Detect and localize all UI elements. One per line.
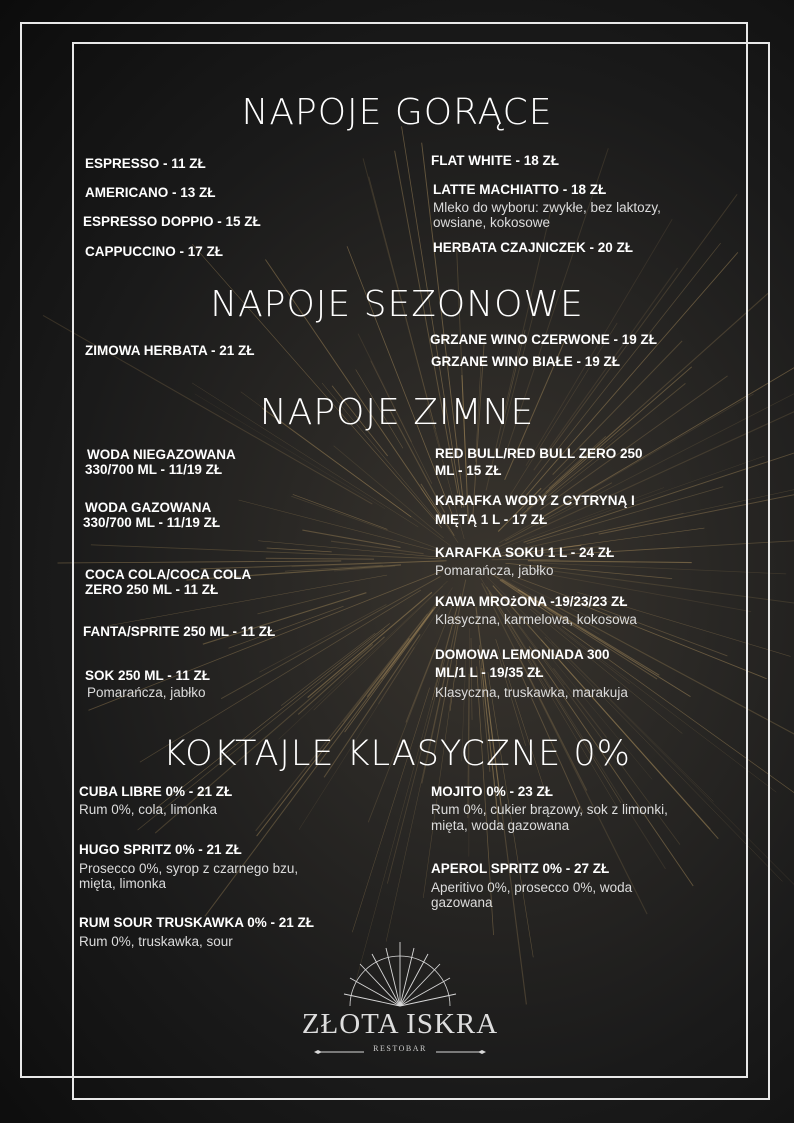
item-description-mojito: mięta, woda gazowana	[431, 818, 570, 833]
menu-item-espresso: ESPRESSO - 11 ZŁ	[85, 156, 206, 171]
menu-item-americano: AMERICANO - 13 ZŁ	[85, 185, 216, 200]
menu-item-red-bull: ML - 15 ZŁ	[435, 463, 502, 478]
item-description-latte: owsiane, kokosowe	[433, 215, 551, 230]
menu-item-juice-carafe: KARAFKA SOKU 1 L - 24 ZŁ	[435, 545, 615, 560]
item-description-rum-sour: Rum 0%, truskawka, sour	[79, 934, 233, 949]
menu-item-latte-machiatto: LATTE MACHIATTO - 18 ZŁ	[433, 182, 607, 197]
item-description-aperol-spritz: gazowana	[431, 895, 493, 910]
brand-subtitle: RESTOBAR	[373, 1044, 427, 1053]
section-title-seasonal-drinks: NAPOJE SEZONOWE	[210, 284, 584, 325]
menu-item-cuba-libre: CUBA LIBRE 0% - 21 ZŁ	[79, 784, 233, 799]
menu-item-still-water: 330/700 ML - 11/19 ZŁ	[85, 462, 223, 477]
menu-item-aperol-spritz: APEROL SPRITZ 0% - 27 ZŁ	[431, 861, 610, 876]
menu-item-coca-cola: ZERO 250 ML - 11 ZŁ	[85, 582, 219, 597]
menu-item-mojito: MOJITO 0% - 23 ZŁ	[431, 784, 554, 799]
brand-name: ZŁOTA ISKRA	[301, 1008, 499, 1040]
menu-item-mulled-red-wine: GRZANE WINO CZERWONE - 19 ZŁ	[430, 332, 658, 347]
section-title-hot-drinks: NAPOJE GORĄCE	[241, 92, 553, 133]
item-description-juice: Pomarańcza, jabłko	[87, 685, 206, 700]
item-description-aperol-spritz: Aperitivo 0%, prosecco 0%, woda	[431, 880, 633, 895]
item-description-hugo-spritz: Prosecco 0%, syrop z czarnego bzu,	[79, 861, 299, 876]
item-description-cuba-libre: Rum 0%, cola, limonka	[79, 802, 218, 817]
menu-item-sparkling-water: 330/700 ML - 11/19 ZŁ	[83, 515, 221, 530]
menu-item-still-water: WODA NIEGAZOWANA	[87, 447, 236, 462]
item-description-juice-carafe: Pomarańcza, jabłko	[435, 563, 554, 578]
menu-item-espresso-doppio: ESPRESSO DOPPIO - 15 ZŁ	[83, 214, 261, 229]
menu-item-juice: SOK 250 ML - 11 ZŁ	[85, 668, 211, 683]
menu-item-fanta-sprite: FANTA/SPRITE 250 ML - 11 ZŁ	[83, 624, 276, 639]
menu-item-mulled-white-wine: GRZANE WINO BIAŁE - 19 ZŁ	[431, 354, 620, 369]
item-description-iced-coffee: Klasyczna, karmelowa, kokosowa	[435, 612, 637, 627]
section-title-cocktails: KOKTAJLE KLASYCZNE 0%	[163, 734, 631, 774]
item-description-lemonade: Klasyczna, truskawka, marakuja	[435, 685, 628, 700]
menu-item-tea-pot: HERBATA CZAJNICZEK - 20 ZŁ	[433, 240, 634, 255]
menu-item-lemonade: ML/1 L - 19/35 ZŁ	[435, 665, 544, 680]
menu-item-rum-sour: RUM SOUR TRUSKAWKA 0% - 21 ZŁ	[79, 915, 315, 930]
menu-item-iced-coffee: KAWA MROżONA -19/23/23 ZŁ	[435, 594, 628, 609]
menu-item-lemonade: DOMOWA LEMONIADA 300	[435, 647, 610, 662]
menu-item-water-carafe: KARAFKA WODY Z CYTRYNĄ I	[435, 493, 635, 508]
menu-item-red-bull: RED BULL/RED BULL ZERO 250	[435, 446, 643, 461]
item-description-latte: Mleko do wyboru: zwykłe, bez laktozy,	[433, 200, 661, 215]
menu-item-winter-tea: ZIMOWA HERBATA - 21 ZŁ	[85, 343, 255, 358]
menu-item-hugo-spritz: HUGO SPRITZ 0% - 21 ZŁ	[79, 842, 242, 857]
menu-item-water-carafe: MIĘTĄ 1 L - 17 ZŁ	[435, 512, 548, 527]
menu-item-coca-cola: COCA COLA/COCA COLA	[85, 567, 252, 582]
item-description-mojito: Rum 0%, cukier brązowy, sok z limonki,	[431, 802, 668, 817]
menu-item-flat-white: FLAT WHITE - 18 ZŁ	[431, 153, 559, 168]
item-description-hugo-spritz: mięta, limonka	[79, 876, 167, 891]
section-title-cold-drinks: NAPOJE ZIMNE	[259, 392, 535, 433]
menu-item-cappuccino: CAPPUCCINO - 17 ZŁ	[85, 244, 224, 259]
menu-item-sparkling-water: WODA GAZOWANA	[85, 500, 212, 515]
